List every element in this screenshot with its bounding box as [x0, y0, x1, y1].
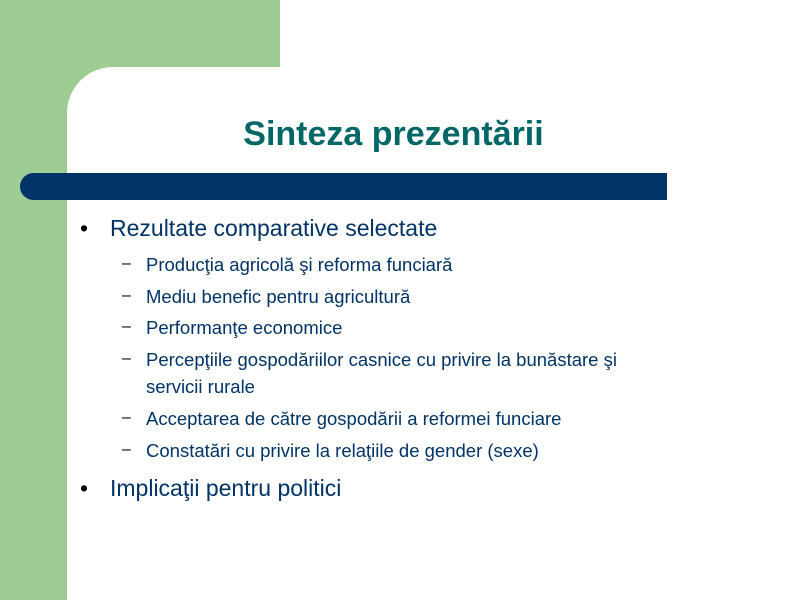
dash-icon: –	[122, 409, 131, 426]
sub-bullet-item	[122, 314, 343, 341]
sub-bullet-item	[122, 346, 617, 373]
slide-title: Sinteza prezentării	[243, 115, 544, 153]
sub-bullet-item	[122, 283, 411, 310]
bullet-item	[80, 474, 342, 502]
bullet-dot-icon: •	[80, 475, 89, 501]
sub-bullet-text: Percepţiile gospodăriilor casnice cu privire la bunăstare şi	[146, 349, 617, 370]
dash-icon: –	[122, 350, 131, 367]
bullet-item	[80, 214, 438, 242]
sub-bullet-text: Mediu benefic pentru agricultură	[146, 286, 411, 307]
sub-bullet-text: Performanţe economice	[146, 317, 343, 338]
dash-icon: –	[122, 441, 131, 458]
bullet-dot-icon: •	[80, 215, 89, 241]
title-underline-bar	[20, 173, 667, 200]
sub-bullet-text: Producţia agricolă şi reforma funciară	[146, 254, 453, 275]
sub-bullet-item	[122, 437, 539, 464]
dash-icon: –	[122, 318, 131, 335]
dash-icon: –	[122, 287, 131, 304]
bullet-text: Implicaţii pentru politici	[110, 475, 342, 501]
sub-bullet-item	[122, 405, 562, 432]
sub-bullet-continuation	[146, 373, 255, 400]
dash-icon: –	[122, 255, 131, 272]
sub-bullet-text: Acceptarea de către gospodării a reformei funciare	[146, 408, 562, 429]
bullet-text: Rezultate comparative selectate	[110, 215, 438, 241]
sub-bullet-text: servicii rurale	[146, 376, 255, 397]
sub-bullet-item	[122, 251, 453, 278]
sub-bullet-text: Constatări cu privire la relaţiile de gender (sexe)	[146, 440, 539, 461]
